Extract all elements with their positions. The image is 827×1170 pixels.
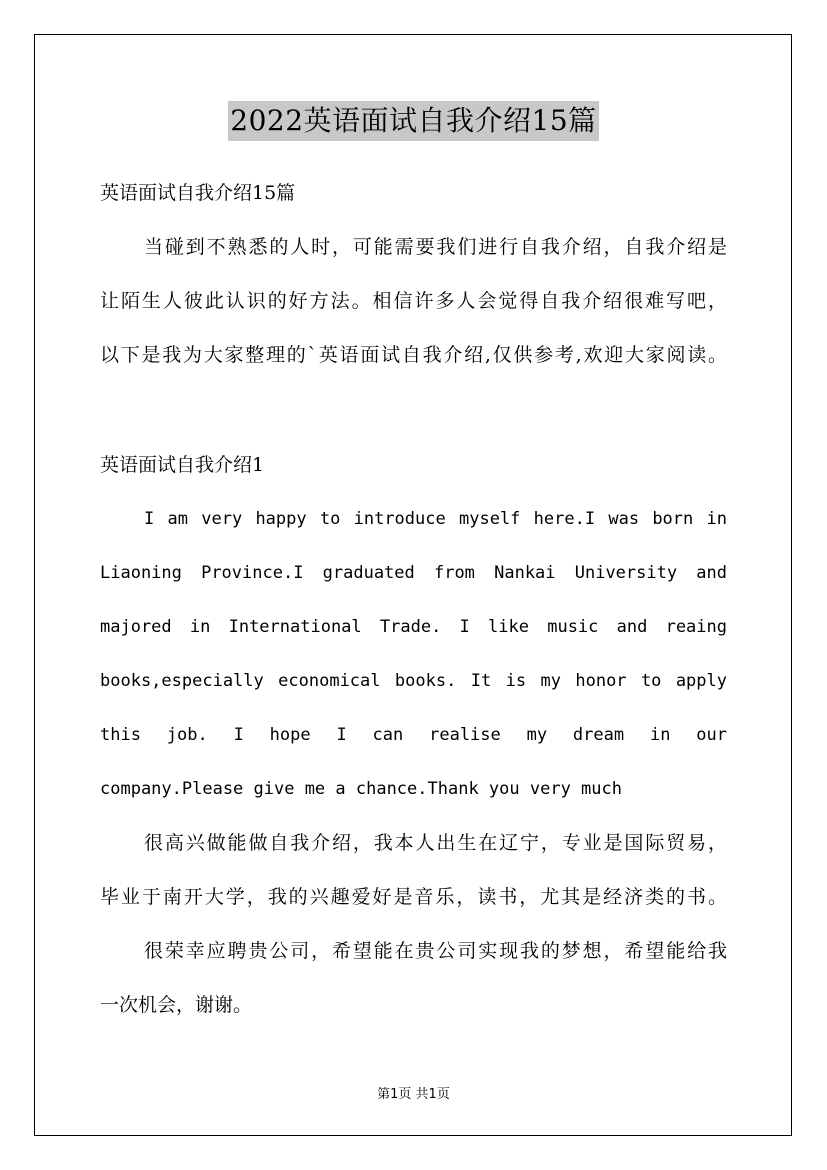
english-line-6: company.Please give me a chance.Thank you very much [100, 779, 622, 799]
section-heading: 英语面试自我介绍1 [100, 454, 265, 476]
intro-line-1: 当碰到不熟悉的人时，可能需要我们进行自我介绍，自我介绍是 [144, 236, 727, 258]
english-line-5: this job. I hope I can realise my dream in our [100, 725, 727, 745]
intro-line-2: 让陌生人彼此认识的好方法。相信许多人会觉得自我介绍很难写吧， [100, 290, 727, 312]
chinese-para2-line-2: 一次机会，谢谢。 [100, 994, 253, 1016]
document-title [0, 101, 827, 141]
chinese-para2-line-1: 很荣幸应聘贵公司，希望能在贵公司实现我的梦想，希望能给我 [144, 940, 727, 962]
english-line-4: books,especially economical books. It is my honor to apply [100, 671, 727, 691]
intro-line-3: 以下是我为大家整理的`英语面试自我介绍,仅供参考,欢迎大家阅读。 [100, 344, 727, 366]
page-footer: 第1页 共1页 [377, 1087, 450, 1102]
chinese-para1-line-2: 毕业于南开大学，我的兴趣爱好是音乐，读书，尤其是经济类的书。 [100, 886, 727, 908]
english-line-3: majored in International Trade. I like music and reaing [100, 617, 727, 637]
document-subtitle: 英语面试自我介绍15篇 [100, 182, 296, 204]
english-line-2: Liaoning Province.I graduated from Nankai University and [100, 563, 727, 583]
english-line-1: I am very happy to introduce myself here.I was born in [144, 509, 727, 529]
document-title-text: 2022英语面试自我介绍15篇 [228, 101, 598, 141]
chinese-para1-line-1: 很高兴做能做自我介绍，我本人出生在辽宁，专业是国际贸易， [144, 832, 727, 854]
